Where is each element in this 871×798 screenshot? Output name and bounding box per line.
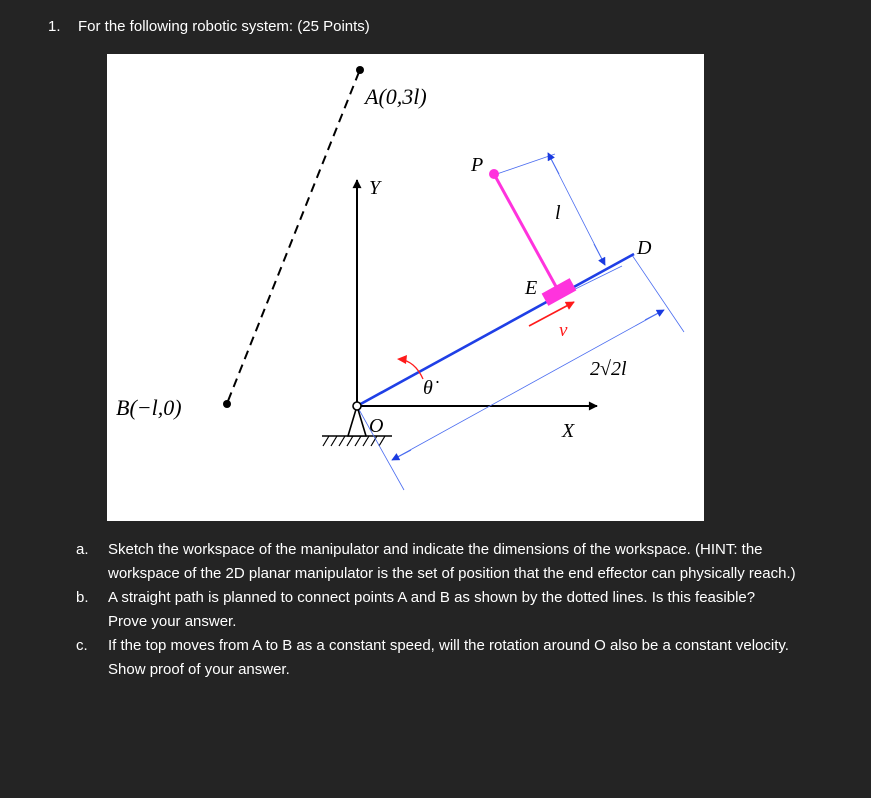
question-number: 1. <box>48 18 61 35</box>
sub-question-a <box>76 538 796 586</box>
slider-block <box>542 278 577 306</box>
rotation-arrowhead <box>397 355 407 364</box>
sub-question-letter: c. <box>76 637 88 654</box>
link-od <box>357 254 634 406</box>
label-origin: O <box>369 415 384 437</box>
point-a-dot <box>356 66 364 74</box>
question-text: For the following robotic system: (25 Points) <box>78 18 370 35</box>
question-heading <box>48 17 370 37</box>
dimension-ext-2 <box>632 255 684 332</box>
dimension-2r2l-arrow-left <box>392 450 411 460</box>
sub-question-text: A straight path is planned to connect points A and B as shown by the dotted lines. Is this feasible? Prove your answer. <box>108 589 756 630</box>
dimension-l-ext-1 <box>491 154 555 176</box>
dotted-path-ab <box>228 72 359 401</box>
label-point-a: A(0,3l) <box>365 84 427 109</box>
origin-joint <box>353 402 361 410</box>
label-velocity: v <box>559 320 568 341</box>
label-point-b: B(−l,0) <box>116 395 182 420</box>
point-p-dot <box>489 169 499 179</box>
dimension-l-arrow-top <box>548 153 559 174</box>
sub-question-c <box>76 634 796 682</box>
robot-diagram-svg <box>107 54 704 521</box>
label-point-p: P <box>471 154 484 176</box>
prismatic-link <box>494 174 559 292</box>
label-axis-x: X <box>562 420 575 442</box>
label-point-e: E <box>525 277 538 299</box>
sub-question-list <box>76 538 796 682</box>
sub-question-letter: a. <box>76 541 89 558</box>
label-axis-y: Y <box>369 177 381 199</box>
label-point-d: D <box>637 237 652 259</box>
label-length-2r2l: 2√2l <box>590 358 627 380</box>
label-length-l: l <box>555 202 561 224</box>
sub-question-text: If the top moves from A to B as a constant speed, will the rotation around O also be a constant velocity. Show proof of your answer. <box>108 637 789 678</box>
robot-diagram <box>107 54 704 521</box>
dimension-l-arrow-bottom <box>594 244 605 265</box>
dimension-2r2l-arrow-right <box>645 310 664 320</box>
sub-question-text: Sketch the workspace of the manipulator and indicate the dimensions of the workspace. (HINT: the workspace of the 2D planar manipulator is the set of position that the end effector can physically reach.) <box>108 541 796 582</box>
point-b-dot <box>223 400 231 408</box>
sub-question-b <box>76 586 796 634</box>
ground-hatch <box>323 436 385 446</box>
label-theta-dot: θ̇ <box>423 377 433 399</box>
sub-question-letter: b. <box>76 589 89 606</box>
